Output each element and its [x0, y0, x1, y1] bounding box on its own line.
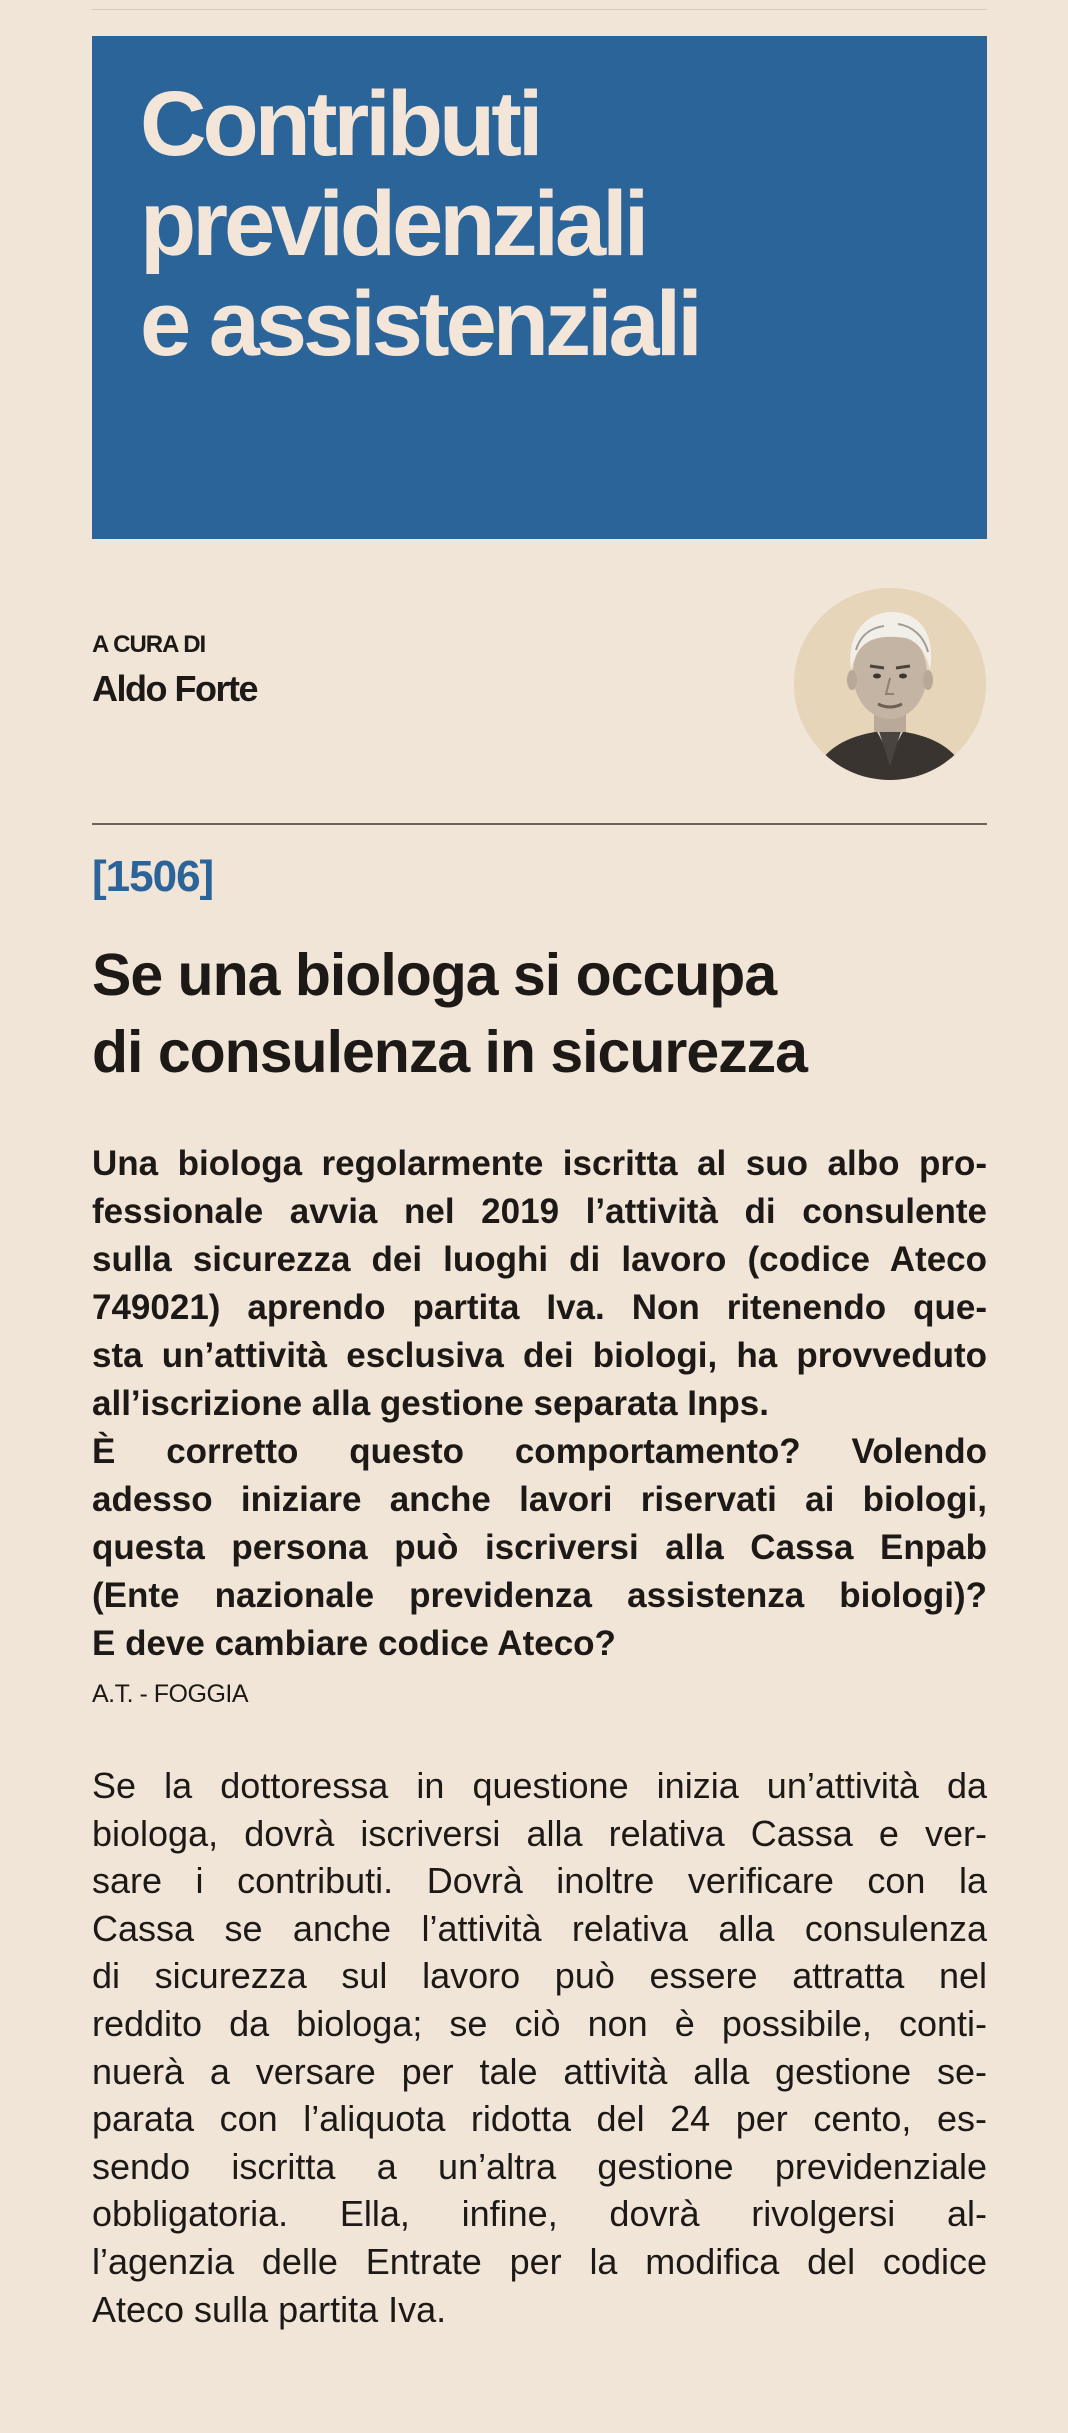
answer-line: Se la dottoressa in questione inizia un’attività da [92, 1765, 987, 1806]
avatar [794, 588, 986, 780]
expert-answer [92, 1762, 987, 2333]
section-divider [92, 823, 987, 825]
answer-line: sendo iscritta a un’altra gestione previdenziale [92, 2145, 987, 2187]
headline-line: Se una biologa si occupa [92, 942, 777, 1008]
answer-line: biologa, dovrà iscriversi alla relativa Cassa e ver- [92, 1812, 987, 1854]
question-line: E deve cambiare codice Ateco? [92, 1624, 616, 1663]
top-rule [92, 9, 987, 10]
question-line: Una biologa regolarmente iscritta al suo albo pro- [92, 1144, 987, 1183]
portrait-photo-icon [794, 588, 986, 780]
answer-line: nuerà a versare per tale attività alla gestione se- [92, 2050, 987, 2092]
curator-name: Aldo Forte [92, 668, 257, 709]
answer-line: Ateco sulla partita Iva. [92, 2288, 447, 2330]
headline-line: di consulenza in sicurezza [92, 1019, 807, 1085]
question-line: fessionale avvia nel 2019 l’attività di consulente [92, 1192, 987, 1231]
question-line: sta un’attività esclusiva dei biologi, ha provveduto [92, 1336, 987, 1375]
section-title-line: previdenziali [140, 173, 646, 275]
question-line: sulla sicurezza dei luoghi di lavoro (codice Ateco [92, 1240, 987, 1279]
answer-line: reddito da biologa; se ciò non è possibile, conti- [92, 2002, 987, 2044]
question-line: È corretto questo comportamento? Volendo [92, 1432, 987, 1471]
section-title-line: e assistenziali [140, 273, 699, 375]
answer-line: l’agenzia delle Entrate per la modifica del codice [92, 2240, 987, 2282]
curator-label: A CURA DI [92, 631, 206, 658]
reader-question [92, 1140, 987, 1668]
question-line: all’iscrizione alla gestione separata Inps. [92, 1384, 769, 1423]
question-line: 749021) aprendo partita Iva. Non ritenendo que- [92, 1288, 987, 1327]
question-line: adesso iniziare anche lavori riservati ai biologi, [92, 1480, 987, 1519]
section-banner [92, 36, 987, 539]
question-signature: A.T. - FOGGIA [92, 1680, 249, 1708]
section-title [140, 74, 960, 374]
question-line: (Ente nazionale previdenza assistenza biologi)? [92, 1576, 987, 1615]
answer-line: sare i contributi. Dovrà inoltre verificare con la [92, 1860, 987, 1902]
answer-line: parata con l’aliquota ridotta del 24 per cento, es- [92, 2098, 987, 2140]
question-number: [1506] [92, 852, 214, 901]
answer-line: Cassa se anche l’attività relativa alla consulenza [92, 1907, 987, 1949]
question-line: questa persona può iscriversi alla Cassa Enpab [92, 1528, 987, 1567]
section-title-line: Contributi [140, 73, 540, 175]
answer-line: obbligatoria. Ella, infine, dovrà rivolgersi al- [92, 2193, 987, 2235]
answer-line: di sicurezza sul lavoro può essere attratta nel [92, 1955, 987, 1997]
article-headline [92, 937, 987, 1091]
